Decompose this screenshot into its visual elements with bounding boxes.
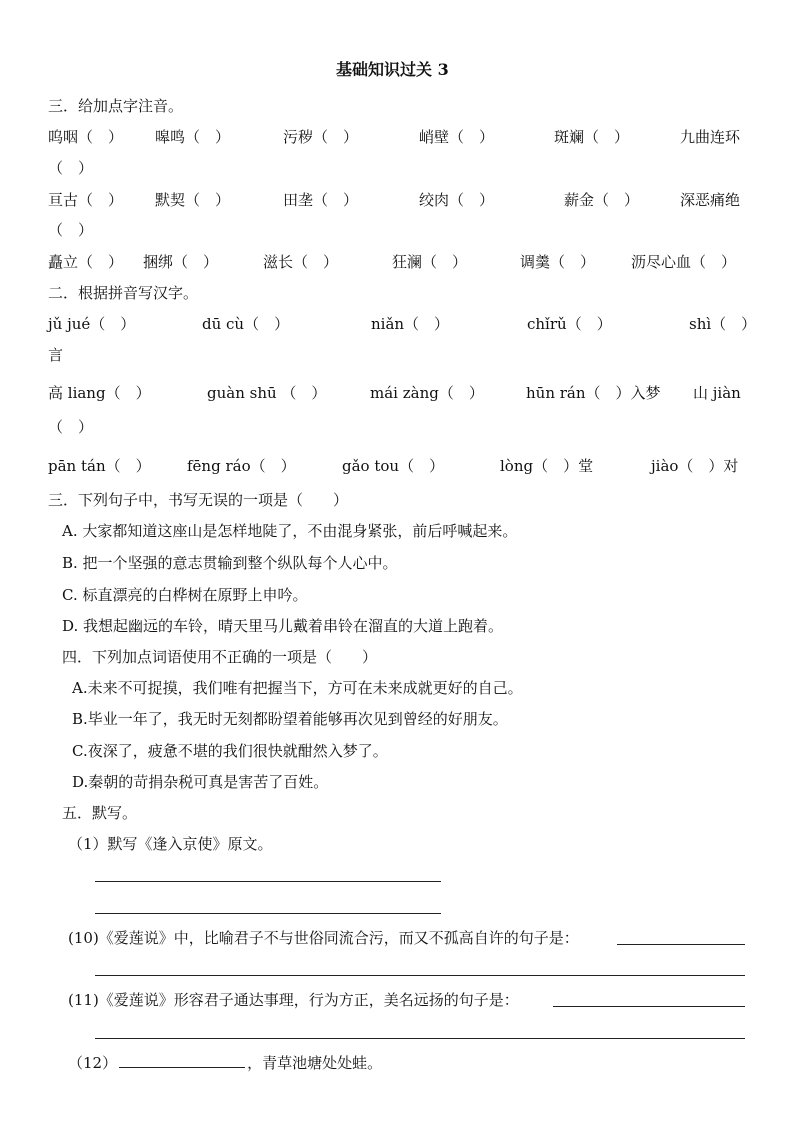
s1-r2-item: 深恶痛绝 (680, 191, 741, 209)
sec3-option-a: A. 大家都知道这座山是怎样地陡了，不由混身紧张，前后呼喊起来。 (62, 522, 518, 540)
s2-r2-item: 山 jiàn (693, 384, 741, 402)
s2-r2-item: hūn rán（ ）入梦 (526, 384, 661, 402)
sec3-option-d: D. 我想起幽远的车铃，晴天里马儿戴着串铃在溜直的大道上跑着。 (62, 617, 504, 635)
answer-line[interactable] (553, 1006, 745, 1007)
s1-r1-item: 呜咽（ ） (48, 128, 124, 146)
s1-r2-item: 默契（ ） (155, 191, 231, 209)
s1-r3-item: 矗立（ ） (48, 253, 124, 271)
answer-line[interactable] (95, 1038, 745, 1039)
sec4-option-d: D.秦朝的苛捐杂税可真是害苦了百姓。 (72, 773, 329, 791)
s2-r3-item: fēng ráo（ ） (187, 457, 296, 475)
answer-line[interactable] (95, 881, 441, 882)
section-heading-correct-writing: 三．下列句子中，书写无误的一项是（ ） (48, 491, 349, 509)
s2-r2-item: guàn shū （ ） (207, 384, 327, 402)
section-heading-word-usage: 四．下列加点词语使用不正确的一项是（ ） (62, 648, 378, 666)
s1-r1-item: 斑斓（ ） (554, 128, 630, 146)
page-title: 基础知识过关 3 (336, 60, 449, 79)
s1-r3-item: 捆绑（ ） (143, 253, 219, 271)
s2-r2-wrap: （ ） (48, 418, 94, 436)
s2-r1-wrap: 言 (48, 346, 64, 364)
answer-line[interactable] (95, 913, 441, 914)
s1-r1-item: 污秽（ ） (283, 128, 359, 146)
s2-r3-item: gǎo tou（ ） (342, 457, 445, 475)
dictation-q12 (68, 1053, 382, 1073)
s1-r1-item: 峭壁（ ） (419, 128, 495, 146)
answer-line[interactable] (617, 944, 745, 945)
s1-r2-item: 亘古（ ） (48, 191, 124, 209)
s1-r1-wrap: （ ） (48, 159, 94, 177)
s1-r2-wrap: （ ） (48, 221, 94, 239)
s2-r3-item: jiào（ ）对 (651, 457, 739, 475)
dictation-q11: (11)《爱莲说》形容君子通达事理，行为方正，美名远扬的句子是： (68, 991, 519, 1009)
sec3-option-c: C. 标直漂亮的白桦树在原野上申吟。 (62, 586, 308, 604)
s1-r2-item: 薪金（ ） (564, 191, 640, 209)
s2-r2-item: 高 liang（ ） (48, 384, 151, 402)
s1-r2-item: 田垄（ ） (283, 191, 359, 209)
s2-r1-item: dū cù（ ） (202, 315, 290, 333)
section-heading-pinyin: 三．给加点字注音。 (48, 97, 184, 115)
sec4-option-b: B.毕业一年了，我无时无刻都盼望着能够再次见到曾经的好朋友。 (72, 710, 508, 728)
s1-r3-item: 滋长（ ） (263, 253, 339, 271)
s2-r1-item: chǐrǔ（ ） (527, 315, 612, 333)
dictation-q1: （1）默写《逢入京使》原文。 (68, 835, 273, 853)
s2-r1-item: jǔ jué（ ） (48, 315, 136, 333)
s2-r1-item: niǎn（ ） (371, 315, 450, 333)
sec4-option-a: A.未来不可捉摸，我们唯有把握当下，方可在未来成就更好的自己。 (72, 679, 523, 697)
s1-r2-item: 绞肉（ ） (419, 191, 495, 209)
section-heading-write-chars: 二．根据拼音写汉字。 (48, 284, 199, 302)
s1-r1-item: 九曲连环 (680, 128, 741, 146)
s1-r3-item: 狂澜（ ） (392, 253, 468, 271)
s1-r3-item: 沥尽心血（ ） (631, 253, 737, 271)
sec4-option-c: C.夜深了，疲惫不堪的我们很快就酣然入梦了。 (72, 742, 388, 760)
q12-suffix: ，青草池塘处处蛙。 (247, 1054, 383, 1072)
sec3-option-b: B. 把一个坚强的意志贯输到整个纵队每个人心中。 (62, 554, 398, 572)
dictation-q10: (10)《爱莲说》中，比喻君子不与世俗同流合污，而又不孤高自许的句子是： (68, 929, 579, 947)
section-heading-dictation: 五．默写。 (62, 804, 138, 822)
answer-blank[interactable] (119, 1053, 245, 1068)
s2-r3-item: pān tán（ ） (48, 457, 151, 475)
s2-r2-item: mái zàng（ ） (370, 384, 484, 402)
s2-r3-item: lòng（ ）堂 (500, 457, 594, 475)
q12-prefix: （12） (68, 1054, 118, 1072)
s1-r1-item: 嗥鸣（ ） (155, 128, 231, 146)
s1-r3-item: 调羹（ ） (520, 253, 596, 271)
s2-r1-item: shì（ ） (689, 315, 757, 333)
answer-line[interactable] (95, 975, 745, 976)
